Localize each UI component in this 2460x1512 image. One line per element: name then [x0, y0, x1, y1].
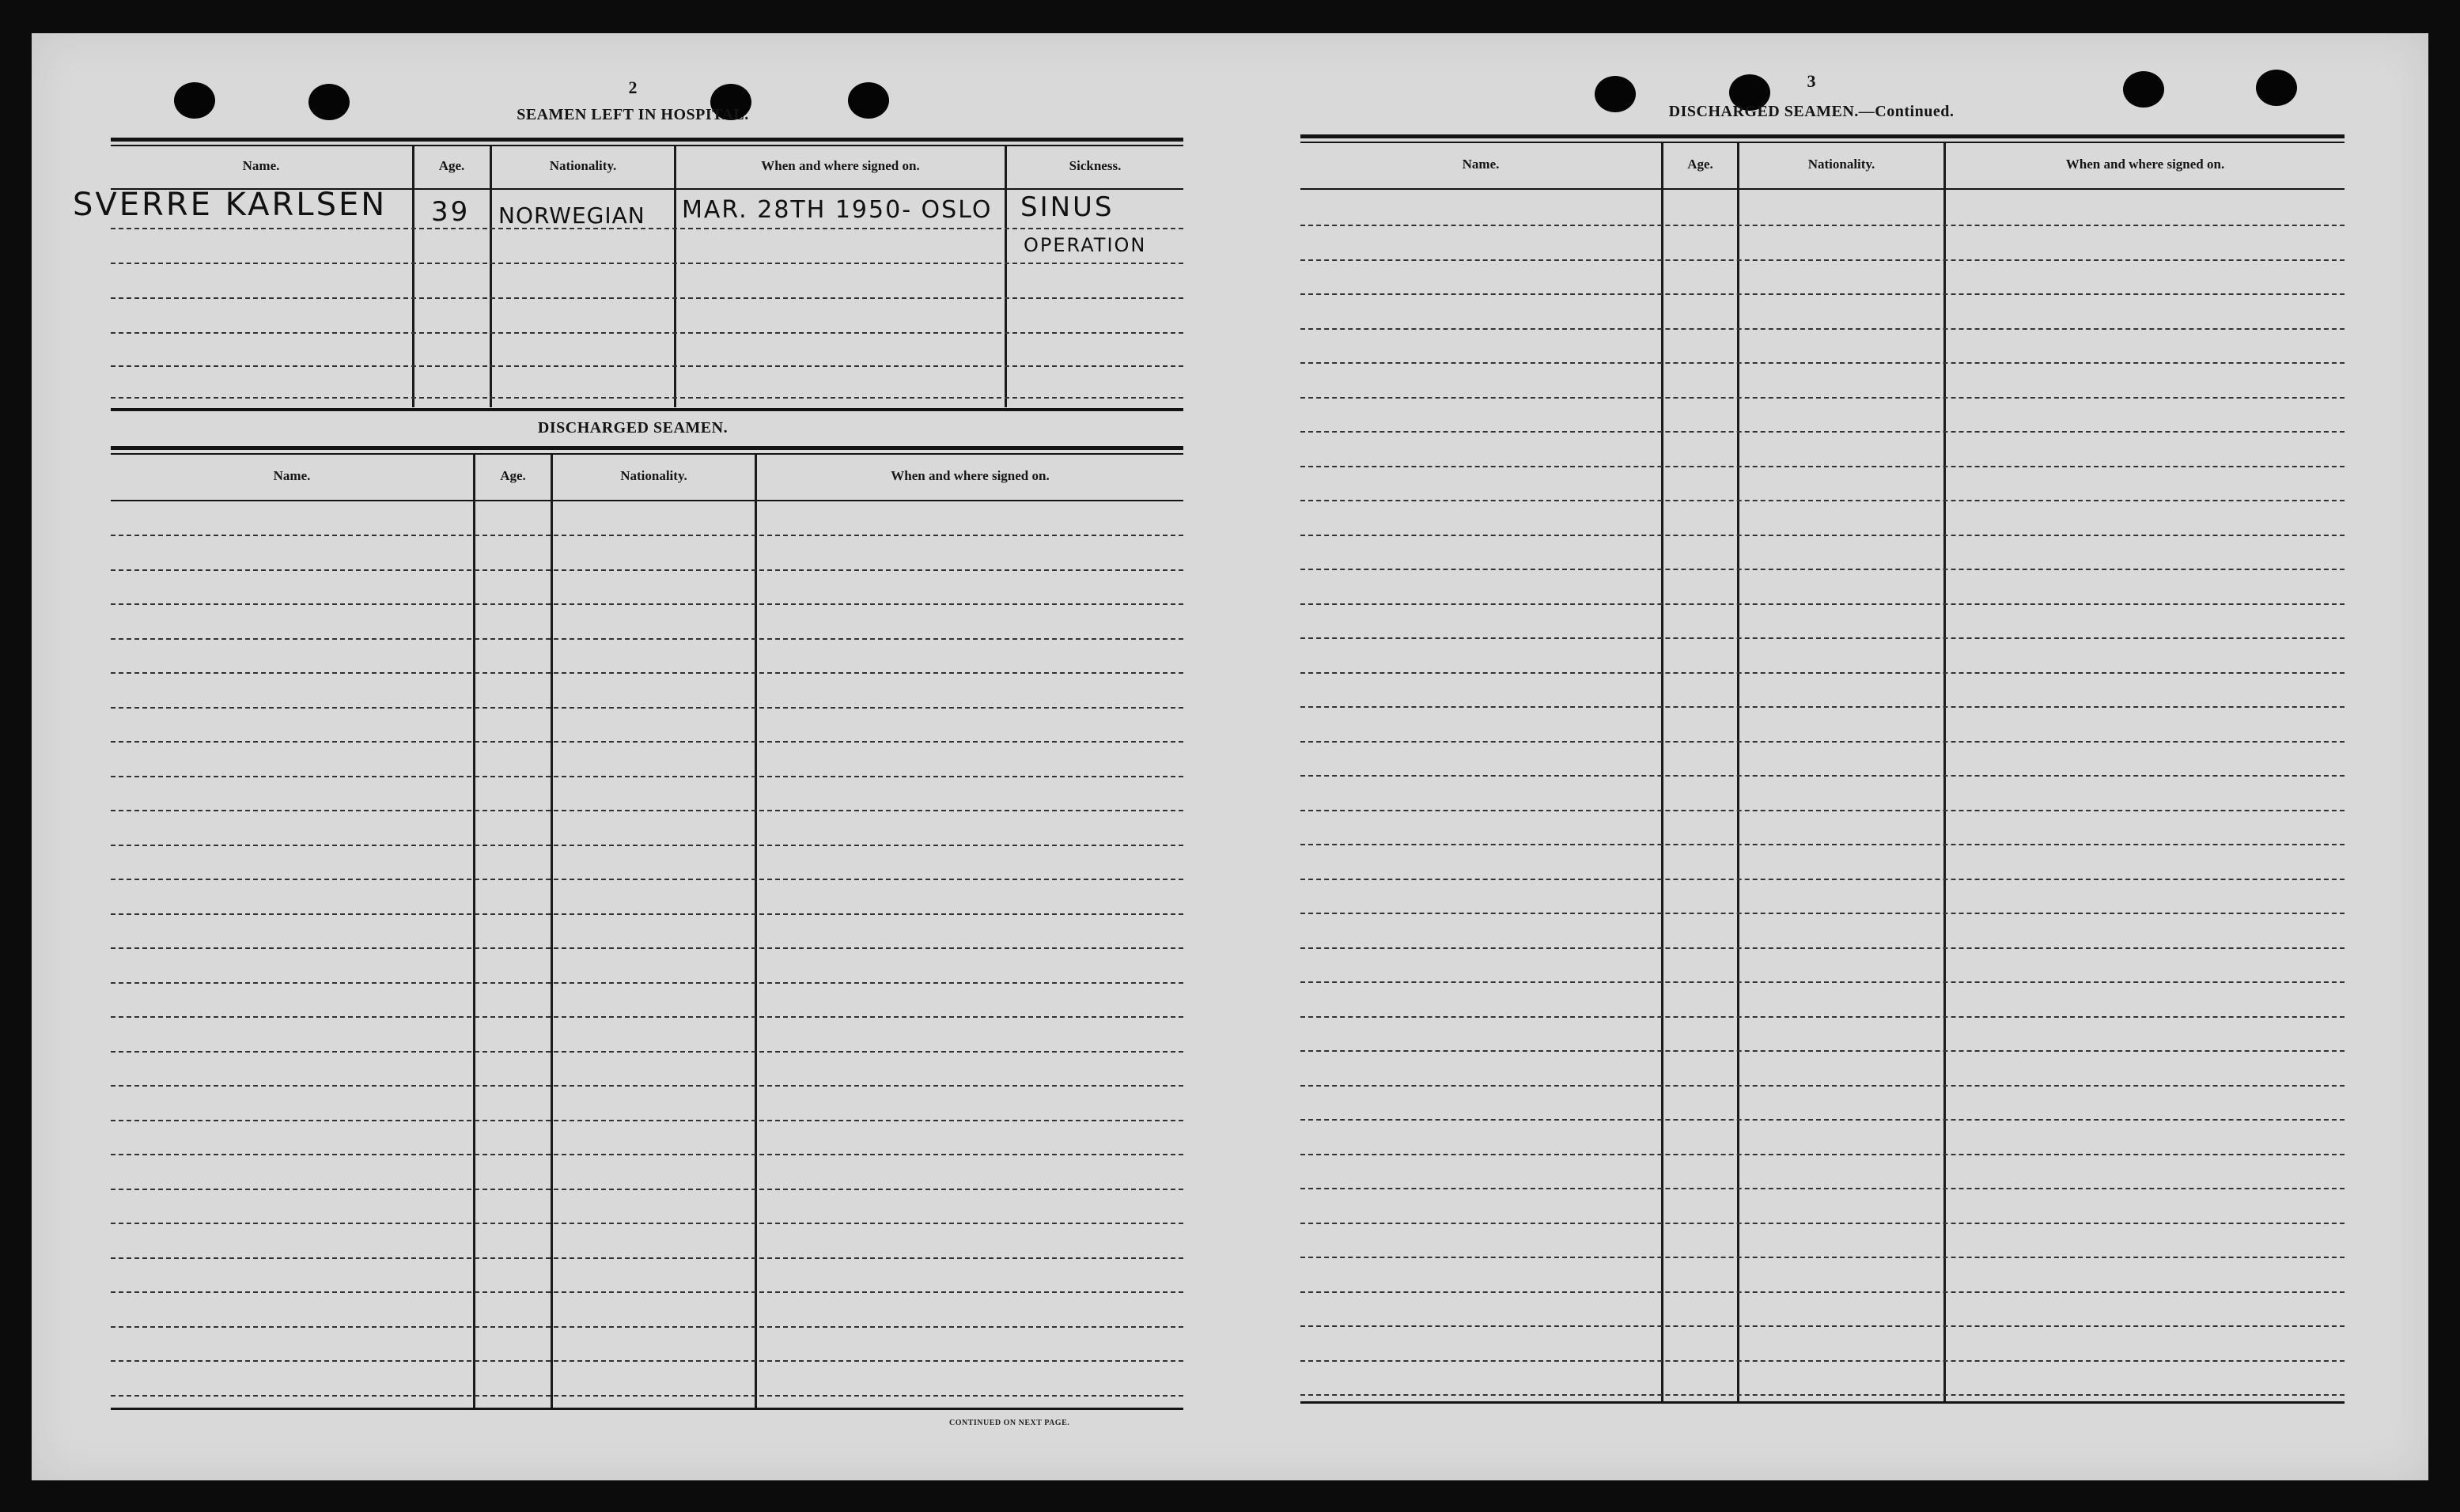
row-line	[1300, 293, 2345, 295]
continued-footer: CONTINUED ON NEXT PAGE.	[949, 1419, 1070, 1427]
handwritten-signed-on: MAR. 28TH 1950- OSLO	[682, 196, 993, 224]
row-line	[1300, 981, 2345, 983]
column-divider	[412, 146, 414, 407]
handwritten-sickness-line1: SINUS	[1020, 191, 1115, 223]
punch-hole	[2123, 71, 2164, 108]
row-line	[111, 982, 1183, 984]
rule	[111, 446, 1183, 450]
right-section-title: DISCHARGED SEAMEN.—Continued.	[1668, 103, 1955, 120]
row-line	[1300, 1257, 2345, 1258]
column-divider	[490, 146, 492, 407]
row-line	[1300, 947, 2345, 949]
col-header-age: Age.	[438, 158, 465, 173]
col-header-sickness: Sickness.	[1069, 158, 1122, 173]
col-header-nationality: Nationality.	[620, 468, 687, 483]
row-line	[1300, 913, 2345, 914]
page-number-right: 3	[1807, 71, 1816, 91]
col-header-age: Age.	[500, 468, 526, 483]
row-line	[1300, 535, 2345, 536]
row-line	[111, 1223, 1183, 1224]
row-line	[1300, 259, 2345, 261]
row-line	[1300, 328, 2345, 330]
hospital-section-title: SEAMEN LEFT IN HOSPITAL.	[517, 106, 749, 123]
row-line	[1300, 1291, 2345, 1293]
row-line	[111, 1360, 1183, 1362]
row-line	[111, 365, 1183, 367]
row-line	[1300, 1050, 2345, 1052]
row-line	[111, 1189, 1183, 1190]
rule	[111, 1408, 1183, 1410]
column-divider	[551, 455, 553, 1408]
discharged-section-title: DISCHARGED SEAMEN.	[537, 419, 729, 437]
row-line	[1300, 225, 2345, 226]
row-line	[111, 879, 1183, 880]
row-line	[1300, 879, 2345, 880]
row-line	[111, 397, 1183, 399]
punch-hole	[308, 84, 350, 120]
row-line	[1300, 397, 2345, 399]
row-line	[1300, 672, 2345, 674]
rule	[1300, 142, 2345, 143]
row-line	[1300, 569, 2345, 570]
handwritten-name: SVERRE KARLSEN	[73, 187, 388, 223]
row-line	[1300, 810, 2345, 811]
row-line	[111, 1257, 1183, 1259]
row-line	[1300, 603, 2345, 605]
col-header-nationality: Nationality.	[1807, 157, 1875, 172]
rule	[1300, 134, 2345, 138]
row-line	[1300, 1188, 2345, 1189]
row-line	[111, 1016, 1183, 1018]
column-divider	[1737, 143, 1739, 1402]
row-line	[1300, 1223, 2345, 1224]
rule	[111, 408, 1183, 411]
row-line	[111, 913, 1183, 915]
row-line	[111, 1051, 1183, 1053]
col-header-signed-on: When and where signed on.	[761, 158, 920, 173]
row-line	[111, 776, 1183, 777]
row-line	[111, 947, 1183, 949]
row-line	[111, 1120, 1183, 1121]
row-line	[1300, 1394, 2345, 1396]
col-header-nationality: Nationality.	[549, 158, 617, 173]
rule	[111, 453, 1183, 455]
row-line	[1300, 500, 2345, 501]
row-line	[111, 1085, 1183, 1087]
row-line	[1300, 1360, 2345, 1362]
handwritten-sickness-line2: OPERATION	[1024, 234, 1147, 256]
row-line	[111, 297, 1183, 299]
col-header-signed-on: When and where signed on.	[891, 468, 1050, 483]
row-line	[1300, 706, 2345, 708]
row-line	[111, 707, 1183, 709]
punch-hole	[2256, 70, 2297, 106]
rule	[111, 500, 1183, 501]
row-line	[111, 569, 1183, 571]
row-line	[1300, 1154, 2345, 1155]
row-line	[1300, 466, 2345, 467]
col-header-age: Age.	[1687, 157, 1713, 172]
row-line	[1300, 1325, 2345, 1327]
row-line	[111, 603, 1183, 605]
row-line	[1300, 844, 2345, 845]
row-line	[111, 263, 1183, 264]
rule	[1300, 188, 2345, 190]
rule	[1300, 1401, 2345, 1404]
column-divider	[755, 455, 757, 1408]
col-header-name: Name.	[242, 158, 280, 173]
handwritten-age: 39	[431, 196, 471, 228]
row-line	[111, 672, 1183, 674]
col-header-name: Name.	[1462, 157, 1500, 172]
row-line	[1300, 775, 2345, 777]
column-divider	[1661, 143, 1663, 1402]
row-line	[111, 638, 1183, 640]
row-line	[111, 810, 1183, 811]
handwritten-nationality: NORWEGIAN	[498, 202, 645, 229]
row-line	[111, 1326, 1183, 1328]
row-line	[1300, 1016, 2345, 1018]
column-divider	[1943, 143, 1946, 1402]
row-line	[111, 535, 1183, 536]
col-header-name: Name.	[273, 468, 311, 483]
manifest-sheet	[32, 33, 2428, 1480]
row-line	[111, 1154, 1183, 1155]
row-line	[111, 228, 1183, 229]
row-line	[1300, 1085, 2345, 1087]
column-divider	[473, 455, 475, 1408]
row-line	[1300, 1119, 2345, 1121]
rule	[111, 145, 1183, 146]
row-line	[1300, 431, 2345, 433]
column-divider	[674, 146, 676, 407]
row-line	[111, 741, 1183, 743]
col-header-signed-on: When and where signed on.	[2065, 157, 2225, 172]
row-line	[111, 1291, 1183, 1293]
page-number-left: 2	[628, 77, 638, 97]
row-line	[1300, 362, 2345, 364]
row-line	[111, 845, 1183, 846]
row-line	[1300, 741, 2345, 743]
row-line	[111, 332, 1183, 334]
punch-hole	[174, 82, 215, 119]
row-line	[1300, 637, 2345, 639]
row-line	[111, 1395, 1183, 1397]
column-divider	[1005, 146, 1007, 407]
rule	[111, 138, 1183, 142]
